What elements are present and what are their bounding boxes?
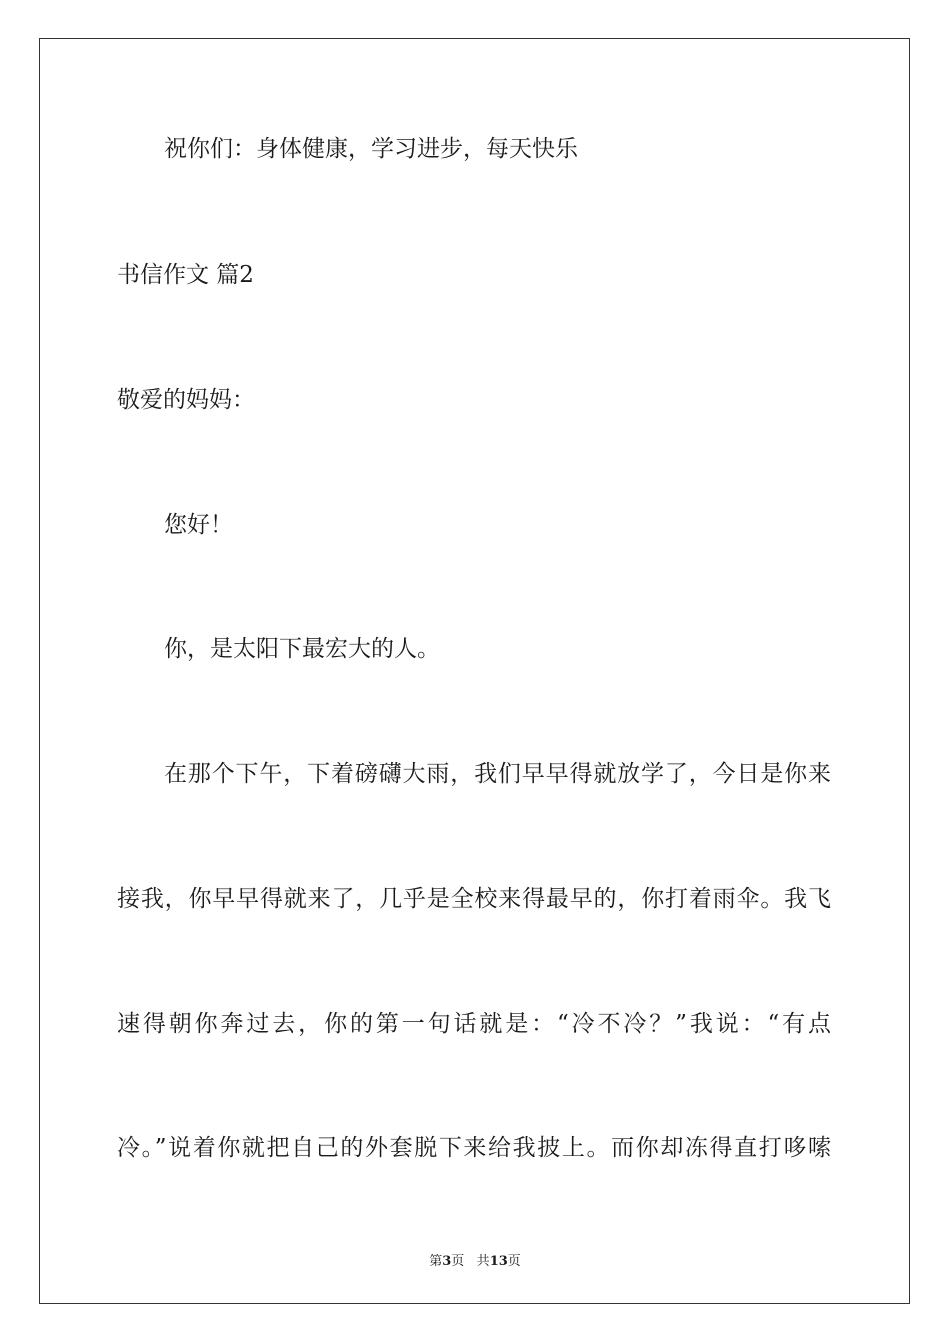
body-line: 在那个下午，下着磅礴大雨，我们早早得就放学了，今日是你来 [164, 761, 831, 787]
salutation: 敬爱的妈妈： [117, 387, 255, 413]
page-prefix: 第 [429, 1254, 443, 1269]
page-suffix: 页 [451, 1254, 465, 1269]
page-number: 3 [442, 1254, 452, 1269]
body-line: 接我，你早早得就来了，几乎是全校来得最早的，你打着雨伞。我飞 [117, 886, 831, 912]
section-heading: 书信作文 篇2 [117, 262, 254, 288]
total-prefix: 共 [476, 1254, 490, 1269]
page-footer [0, 1250, 950, 1269]
total-pages: 13 [489, 1254, 508, 1269]
closing-wish: 祝你们：身体健康，学习进步，每天快乐 [164, 136, 578, 162]
body-paragraph: 你，是太阳下最宏大的人。 [164, 636, 440, 662]
total-suffix: 页 [507, 1254, 521, 1269]
page-border [39, 38, 910, 1304]
body-line: 冷。”说着你就把自己的外套脱下来给我披上。而你却冻得直打哆嗦 [117, 1135, 831, 1161]
greeting: 您好！ [164, 512, 233, 538]
body-line: 速得朝你奔过去，你的第一句话就是：“冷不冷？”我说：“有点 [117, 1011, 831, 1037]
